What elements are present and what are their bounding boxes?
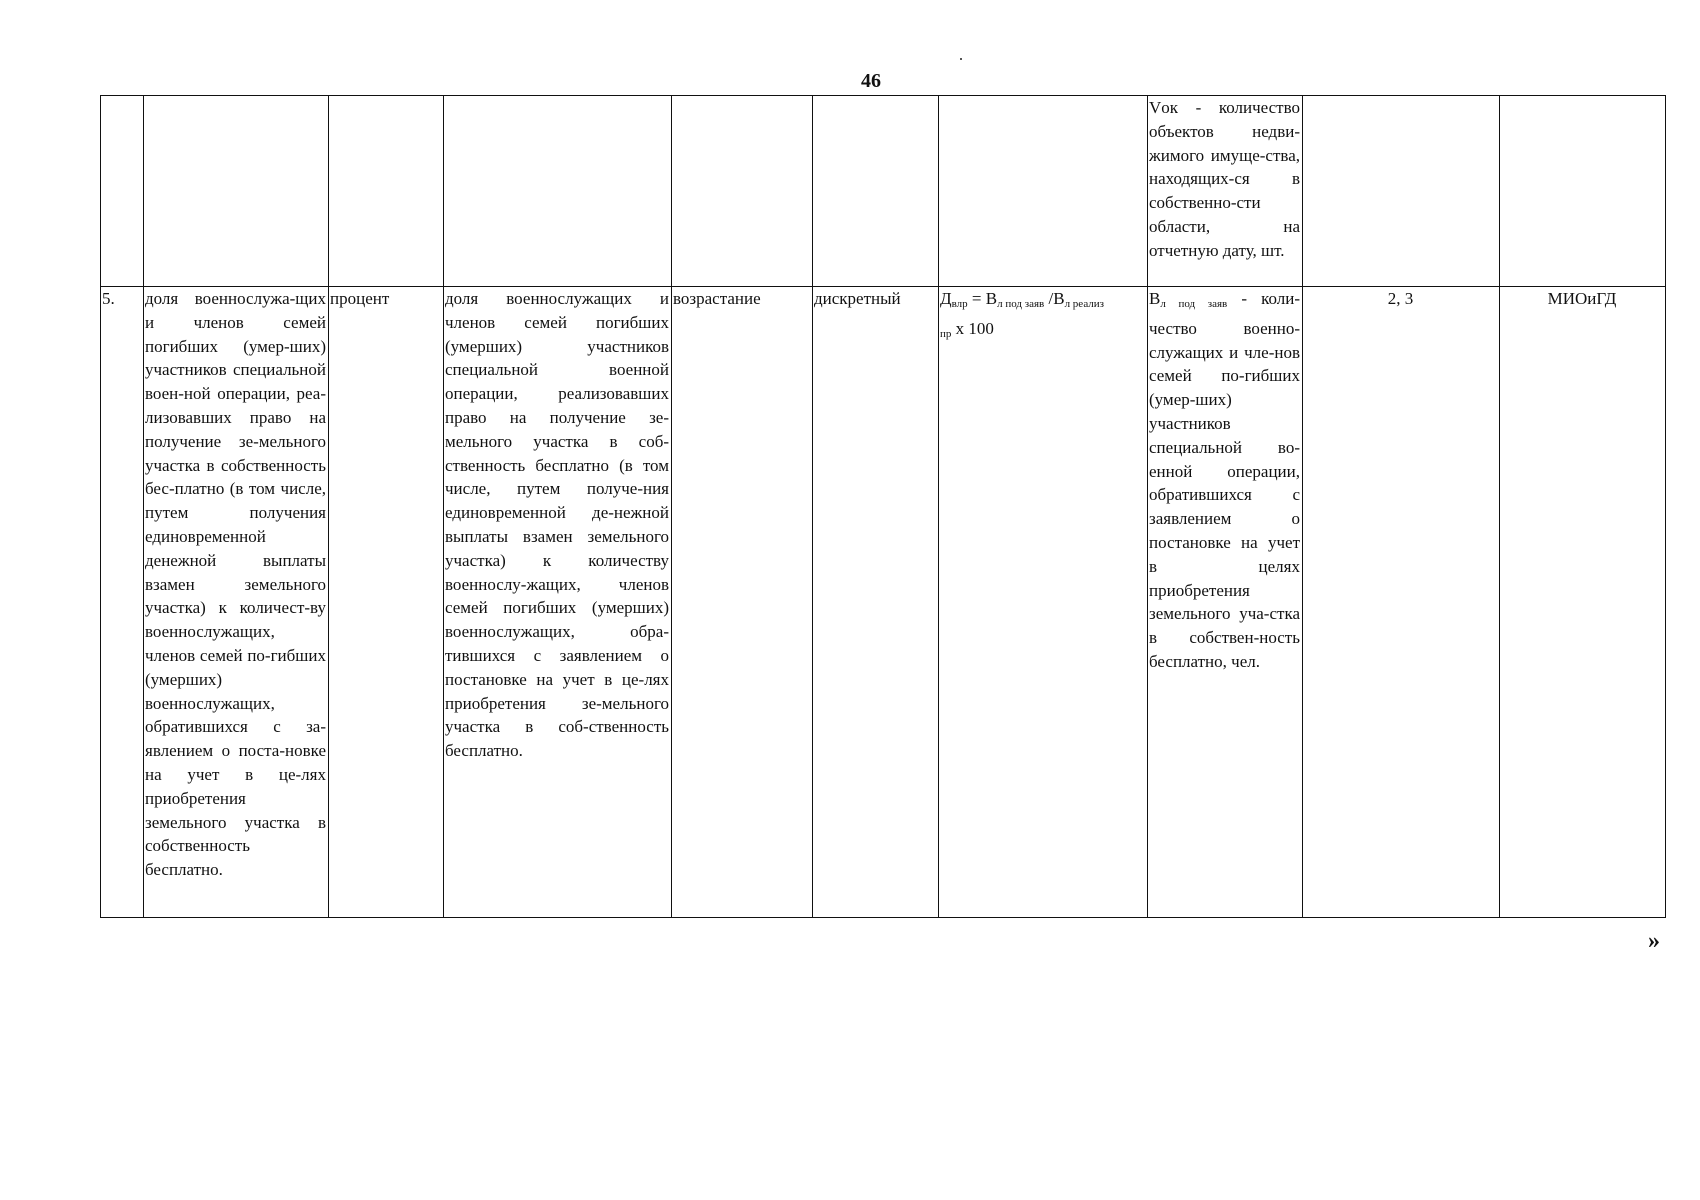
cell-formula xyxy=(939,287,1148,918)
basic-indicators-text: Vок - количество объектов недви-жимого имуще-ства, находящих-ся в собственно-сти области, на отчетную дату, шт. xyxy=(1149,98,1300,260)
cell-definition xyxy=(444,96,672,287)
cell-methods xyxy=(1303,96,1500,287)
page-number: 46 xyxy=(861,70,881,92)
definition-text: доля военнослужащих и членов семей погибших (умерших) участников специальной военной операции, реализовавших право на получение зе-мельного участка в соб-ственность бесплатно (в том числе, путем получе-ния единовременной де-нежной выплаты взамен земельного участка) к количеству военнослу-жащих, членов семей погибших (умерших) военнослужащих, обра-тившихся с заявлением о постановке на учет в це-лях приобретения зе-мельного участка в соб-ственность бесплатно. xyxy=(445,289,669,761)
indicator-name: доля военнослужа-щих и членов семей погибших (умер-ших) участников специальной воен-ной операции, реа-лизовавших право на получение зе-мельного участка в собственность бес-платно (в том числе, путем получения единовременной денежной выплаты взамен земельного участка) к количест-ву военнослужащих, членов семей по-гибших (умерших) военнослужащих, обратившихся с за-явлением о поста-новке на учет в це-лях приобретения земельного участка в собственность бесплатно. xyxy=(145,289,326,880)
cell-responsible xyxy=(1500,96,1666,287)
basic-indicators-text: $В_{л под заяв}$ - коли-чество военно-служащих и чле-нов семей по-гибших (умер-ших) участников специальной во-енной операции, обратившихся с заявлением о постановке на учет в целях приобретения земельного уча-стка в собствен-ность бесплатно, чел. xyxy=(1149,289,1300,671)
cell-definition xyxy=(444,287,672,918)
cell-basic-indicators xyxy=(1148,287,1303,918)
cell-trend xyxy=(672,96,813,287)
cell-responsible xyxy=(1500,287,1666,918)
unit-value: процент xyxy=(330,289,390,308)
scan-speck xyxy=(960,58,962,60)
responsible-value: МИОиГД xyxy=(1547,289,1617,308)
cell-number xyxy=(101,96,144,287)
cell-basic-indicators xyxy=(1148,96,1303,287)
trend-value: возрастание xyxy=(673,289,761,308)
table-row-5 xyxy=(101,287,1666,918)
cell-number xyxy=(101,287,144,918)
table-row-continued xyxy=(101,96,1666,287)
row-number: 5. xyxy=(102,289,115,308)
cell-type xyxy=(813,96,939,287)
cell-methods xyxy=(1303,287,1500,918)
formula: $Д_{влр} = В_{л под заяв}$ $/В_{л реализ}$ $_{пр}$ x 100 xyxy=(940,289,1105,340)
type-value: дискретный xyxy=(814,289,901,308)
cell-unit xyxy=(329,287,444,918)
cell-indicator-name xyxy=(144,287,329,918)
cell-unit xyxy=(329,96,444,287)
cell-type xyxy=(813,287,939,918)
cell-trend xyxy=(672,287,813,918)
indicators-table xyxy=(100,95,1666,918)
continuation-mark: » xyxy=(1648,928,1660,954)
cell-indicator-name xyxy=(144,96,329,287)
methods-value: 2, 3 xyxy=(1387,289,1414,308)
cell-formula xyxy=(939,96,1148,287)
